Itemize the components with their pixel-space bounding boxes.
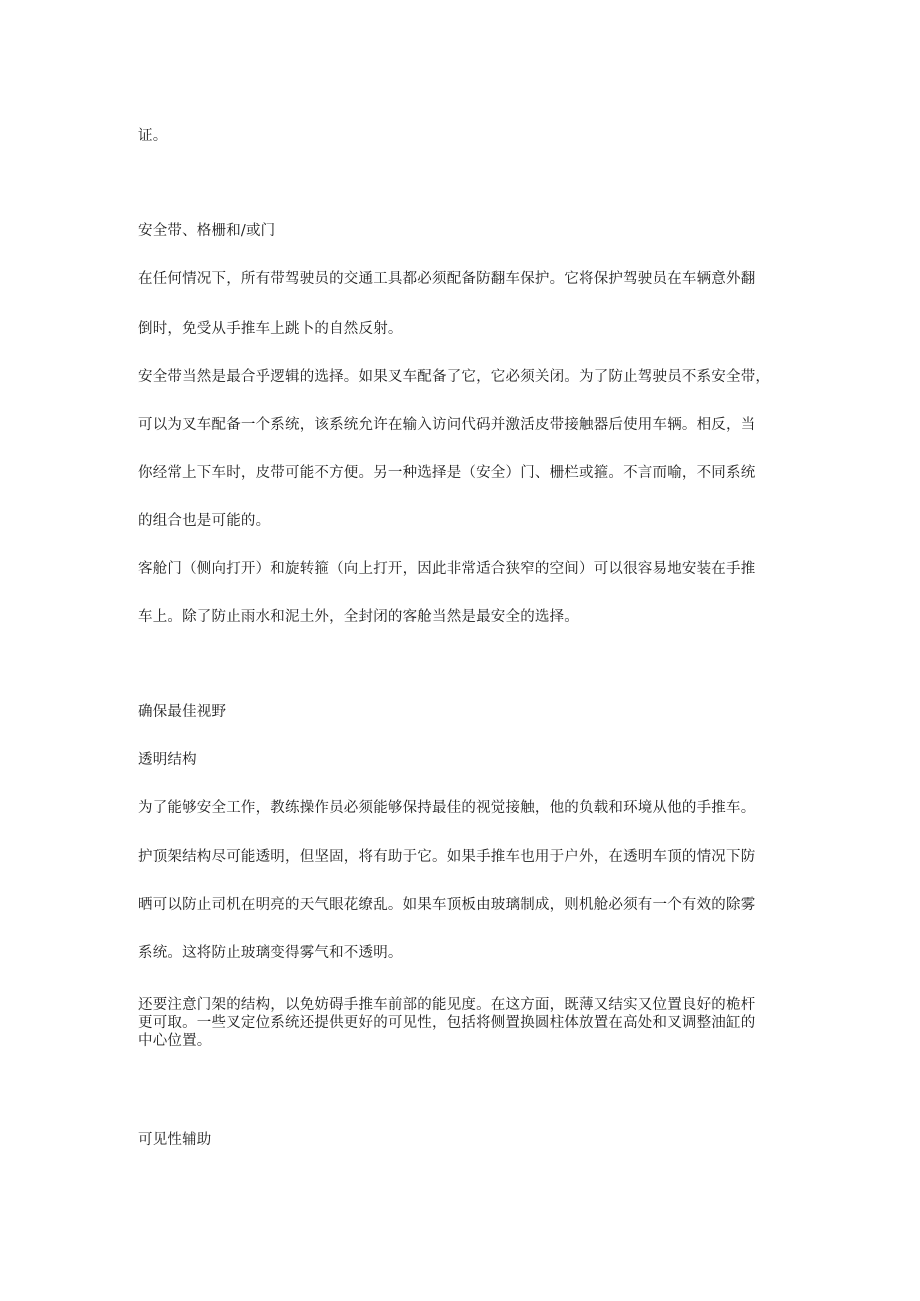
paragraph-line: 晒可以防止司机在明亮的天气眼花缭乱。如果车顶板由玻璃制成，则机舱必须有一个有效的除雾	[138, 897, 756, 913]
paragraph-line: 可以为叉车配备一个系统，该系统允许在输入访问代码并激活皮带接触器后使用车辆。相反，当	[138, 417, 756, 433]
section-heading-visibility-aids: 可见性辅助	[138, 1132, 212, 1148]
section-heading-safety-belt: 安全带、格栅和/或门	[138, 223, 276, 239]
paragraph-line: 为了能够安全工作，教练操作员必须能够保持最佳的视觉接触，他的负载和环境从他的手推车。	[138, 800, 756, 816]
paragraph-line: 护顶架结构尽可能透明，但坚固，将有助于它。如果手推车也用于户外，在透明车顶的情况下防	[138, 849, 756, 865]
paragraph-line: 你经常上下车时，皮带可能不方便。另一种选择是（安全）门、栅栏或箍。不言而喻，不同系统	[138, 465, 756, 481]
subsection-heading-transparent-structure: 透明结构	[138, 752, 197, 768]
paragraph-line: 中心位置。	[138, 1033, 212, 1049]
paragraph-line: 客舱门（侧向打开）和旋转箍（向上打开，因此非常适合狭窄的空间）可以很容易地安装在手推	[138, 561, 756, 577]
text-fragment: 证。	[138, 128, 168, 144]
section-heading-visibility: 确保最佳视野	[138, 704, 227, 720]
paragraph-line: 还要注意门架的结构，以免妨碍手推车前部的能见度。在这方面，既薄又结实又位置良好的桅杆	[138, 997, 756, 1013]
paragraph-line: 更可取。一些叉定位系统还提供更好的可见性，包括将侧置换圆柱体放置在高处和叉调整油缸的	[138, 1015, 756, 1031]
paragraph-line: 系统。这将防止玻璃变得雾气和不透明。	[138, 945, 403, 961]
paragraph-line: 在任何情况下，所有带驾驶员的交通工具都必须配备防翻车保护。它将保护驾驶员在车辆意外翻	[138, 271, 756, 287]
paragraph-line: 车上。除了防止雨水和泥土外，全封闭的客舱当然是最安全的选择。	[138, 609, 579, 625]
paragraph-line: 的组合也是可能的。	[138, 513, 271, 529]
paragraph-line: 倒时，免受从手推车上跳卜的自然反射。	[138, 321, 403, 337]
paragraph-line: 安全带当然是最合乎逻辑的选择。如果叉车配备了它，它必须关闭。为了防止驾驶员不系安全带，	[138, 369, 771, 385]
paragraph-mast-structure	[138, 996, 788, 1050]
